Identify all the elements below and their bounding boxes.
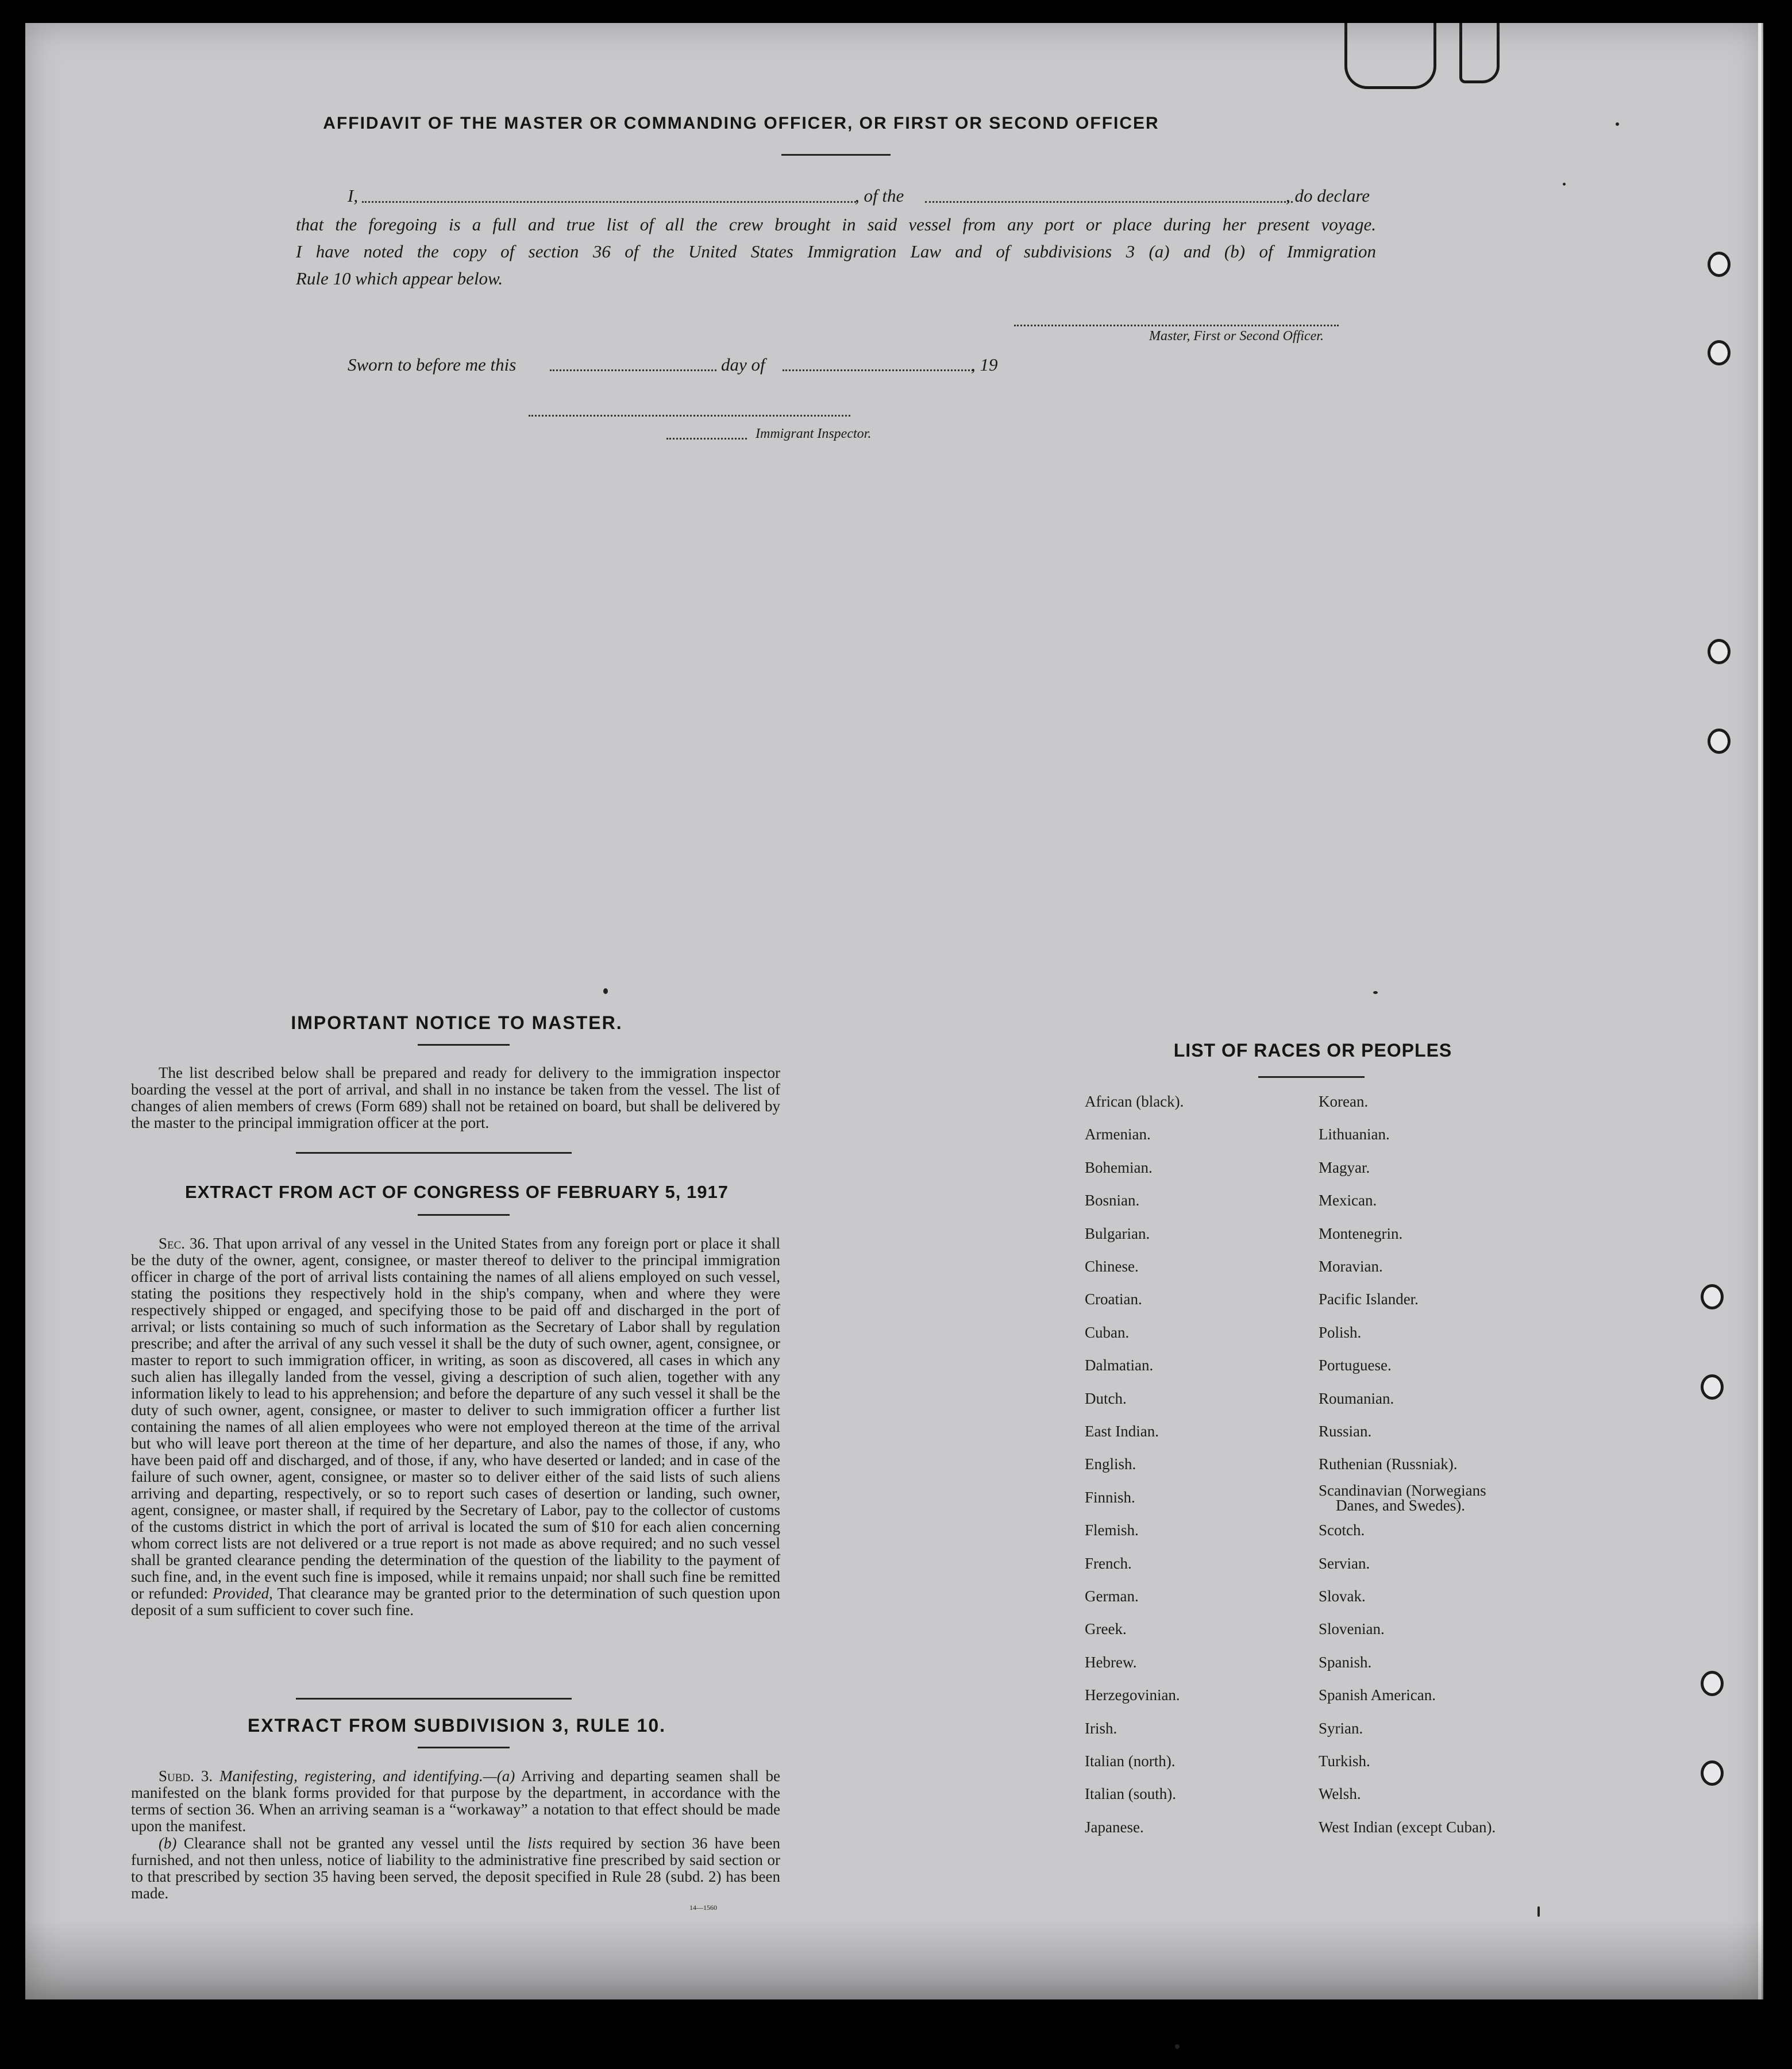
race-item-right: Russian. <box>1319 1423 1372 1440</box>
affidavit-line4: Rule 10 which appear below. <box>296 268 503 288</box>
race-item-right: Scandinavian (Norwegians <box>1319 1481 1486 1499</box>
race-item-left: Greek. <box>1085 1620 1127 1638</box>
race-item-left: Chinese. <box>1085 1258 1139 1275</box>
rule10-para-b-lists: lists <box>527 1835 553 1852</box>
binder-clip-icon <box>1344 23 1436 89</box>
rule10-para-b <box>131 1835 780 1902</box>
speck-mark <box>1175 2044 1180 2049</box>
race-item-right: West Indian (except Cuban). <box>1319 1818 1496 1836</box>
race-item-right: Montenegrin. <box>1319 1224 1403 1242</box>
affidavit-line1-declare: , do declare <box>1286 186 1370 206</box>
race-item-right: Lithuanian. <box>1319 1126 1390 1143</box>
speck-mark <box>1537 1906 1540 1917</box>
notice-heading-rule <box>418 1044 510 1046</box>
inspector-prefix-field[interactable] <box>666 438 747 440</box>
race-item-left: Bohemian. <box>1085 1158 1153 1176</box>
inspector-label: Immigrant Inspector. <box>756 426 872 441</box>
notice-divider <box>296 1152 572 1154</box>
race-item-right: Moravian. <box>1319 1258 1383 1275</box>
race-item-left: Flemish. <box>1085 1521 1139 1539</box>
affidavit-line3: I have noted the copy of section 36 of the United States Immigration Law and of subdivisions 3 (a) and (b) of Immigration <box>296 241 1376 261</box>
race-item-left: French. <box>1085 1554 1132 1572</box>
act-heading: EXTRACT FROM ACT OF CONGRESS OF FEBRUARY 5, 1917 <box>185 1182 729 1202</box>
master-signature-field[interactable] <box>1014 325 1339 326</box>
race-item-left: Herzegovinian. <box>1085 1686 1180 1704</box>
race-item-right: Turkish. <box>1319 1752 1370 1770</box>
act-provided: Provided, <box>213 1585 273 1602</box>
rule10-para-a <box>131 1768 780 1835</box>
sworn-year: , 19 <box>971 355 998 375</box>
race-item-left: Finnish. <box>1085 1488 1135 1506</box>
punch-hole-icon <box>1701 1374 1724 1400</box>
notice-heading: IMPORTANT NOTICE TO MASTER. <box>291 1012 623 1033</box>
affidavit-line1-of-the: , of the <box>855 186 904 206</box>
race-item-left: Cuban. <box>1085 1323 1130 1341</box>
rule10-heading-rule <box>418 1747 510 1748</box>
inspector-signature-field[interactable] <box>529 415 850 417</box>
race-item-left: Japanese. <box>1085 1818 1144 1836</box>
race-item-right: Portuguese. <box>1319 1357 1392 1374</box>
sheet-shadow <box>25 1919 1763 1999</box>
act-section-end: That clearance may be granted prior to the determination of such question upon deposit of a sum sufficient to cover such fine. <box>131 1585 781 1619</box>
speck-mark <box>603 988 608 994</box>
race-item-right: Servian. <box>1319 1554 1370 1572</box>
race-item-left: African (black). <box>1085 1093 1184 1110</box>
rule10-subd-title: Manifesting, registering, and identifying. <box>219 1767 483 1785</box>
rule10-para-b-rest: required by section 36 have been furnished, and not then unless, notice of liability to the administrative fine prescribed by said section or to that prescribed by section 35 having been served, the deposit specified in Rule 28 (subd. 2) has been made. <box>131 1835 781 1902</box>
race-item-left: Italian (south). <box>1085 1785 1176 1803</box>
sworn-day-of: day of <box>721 355 765 375</box>
speck-mark <box>1373 991 1378 994</box>
sworn-month-field[interactable] <box>783 369 973 371</box>
race-item-right: Spanish American. <box>1319 1686 1436 1704</box>
sworn-prefix: Sworn to before me this <box>348 355 517 375</box>
race-item-right: Pacific Islander. <box>1319 1290 1419 1308</box>
race-item-right: Slovenian. <box>1319 1620 1385 1638</box>
punch-hole-icon <box>1701 1671 1724 1696</box>
race-item-right: Welsh. <box>1319 1785 1361 1803</box>
act-body <box>131 1235 780 1619</box>
rule10-heading: EXTRACT FROM SUBDIVISION 3, RULE 10. <box>247 1715 666 1736</box>
punch-hole-icon <box>1701 1284 1724 1309</box>
race-item-right-continued: Danes, and Swedes). <box>1336 1496 1465 1514</box>
race-item-left: English. <box>1085 1455 1136 1473</box>
affidavit-heading: AFFIDAVIT OF THE MASTER OR COMMANDING OFFICER, OR FIRST OR SECOND OFFICER <box>323 114 1159 133</box>
affidavit-heading-rule <box>781 154 891 156</box>
act-divider <box>296 1698 572 1700</box>
races-heading: LIST OF RACES OR PEOPLES <box>1173 1040 1452 1061</box>
punch-hole-icon <box>1708 340 1731 365</box>
race-item-left: Irish. <box>1085 1719 1117 1737</box>
race-item-left: Italian (north). <box>1085 1752 1176 1770</box>
vessel-name-field[interactable] <box>925 201 1293 203</box>
race-item-left: Bulgarian. <box>1085 1224 1150 1242</box>
speck-mark <box>1563 183 1566 186</box>
race-item-right: Syrian. <box>1319 1719 1363 1737</box>
rule10-para-b-start: Clearance shall not be granted any vessel until the <box>183 1835 521 1852</box>
punch-hole-icon <box>1708 252 1731 277</box>
declarant-name-field[interactable] <box>362 201 856 203</box>
punch-hole-icon <box>1708 729 1731 754</box>
rule10-subd-label: Subd. 3. <box>159 1767 213 1785</box>
affidavit-line1-i: I, <box>348 186 359 206</box>
race-item-right: Magyar. <box>1319 1158 1370 1176</box>
rule10-para-a-marker: —(a) <box>483 1767 515 1785</box>
race-item-left: Dalmatian. <box>1085 1357 1154 1374</box>
speck-mark <box>1616 122 1619 126</box>
rule10-para-b-marker: (b) <box>159 1835 177 1852</box>
race-item-right: Polish. <box>1319 1323 1362 1341</box>
race-item-left: Dutch. <box>1085 1389 1127 1407</box>
sworn-day-field[interactable] <box>550 369 716 371</box>
race-item-right: Spanish. <box>1319 1653 1372 1671</box>
binder-clip-arm-icon <box>1459 23 1500 83</box>
races-heading-rule <box>1258 1076 1365 1078</box>
race-item-left: Hebrew. <box>1085 1653 1137 1671</box>
rule10-para-a-text: Arriving and departing seamen shall be manifested on the blank forms provided for that purpose by the department, in accordance with the terms of section 36. When an arriving seaman is a “workaway” a notation to that effect should be made upon the manifest. <box>131 1767 780 1835</box>
race-item-right: Roumanian. <box>1319 1389 1394 1407</box>
race-item-right: Scotch. <box>1319 1521 1365 1539</box>
race-item-right: Ruthenian (Russniak). <box>1319 1455 1458 1473</box>
notice-body: The list described below shall be prepared and ready for delivery to the immigration inspector boarding the vessel at the port of arrival, and shall in no instance be taken from the vessel. The list of changes of alien members of crews (Form 689) shall not be retained on board, but shall be delivered by the master to the principal immigration officer at the port. <box>131 1064 780 1131</box>
race-item-right: Korean. <box>1319 1093 1369 1110</box>
act-section-label: Sec. 36. <box>159 1235 209 1252</box>
sheet-edge <box>1758 23 1762 1999</box>
race-item-left: German. <box>1085 1588 1139 1605</box>
act-section-text: That upon arrival of any vessel in the United States from any foreign port or place it shall be the duty of the owner, agent, consignee, or master thereof to deliver to the principal immigration officer in charge of the port of arrival lists containing the names of all aliens employed on such vessel, stating the positions they respectively hold in the ship's company, when and where they were respectively shipped or engaged, and specifying those to be paid off and discharged in the port of arrival; or lists containing so much of such information as the Secretary of Labor shall by regulation prescribe; and after the arrival of any such vessel it shall be the duty of such owner, agent, consignee, or master to report to such immigration officer, in writing, as soon as discovered, all cases in which any such alien has illegally landed from the vessel, giving a description of such alien, together with any information likely to lead to his apprehension; and before the departure of any such vessel it shall be the duty of such owner, agent, consignee, or master to deliver to such immigration officer a further list containing the names of all alien employees who were not employed thereon at the time of the arrival but who will leave port thereon at the time of her departure, and also the names of those, if any, who have been paid off and discharged, and of those, if any, who have deserted or landed; and in case of the failure of such owner, agent, consignee, or master so to deliver either of the said lists of such aliens arriving and departing, respectively, or so to report such cases of desertion or landing, such owner, agent, consignee, or master shall, if required by the Secretary of Labor, pay to the collector of customs of the customs district in which the port of arrival is located the sum of $10 for each alien concerning whom correct lists are not delivered or a true report is not made as above required; and no such vessel shall be granted clearance pending the determination of the question of the liability to the payment of such fine, and, in the event such fine is imposed, while it remains unpaid; nor shall such fine be remitted or refunded: <box>131 1235 781 1602</box>
punch-hole-icon <box>1701 1760 1724 1786</box>
punch-hole-icon <box>1708 639 1731 664</box>
race-item-left: East Indian. <box>1085 1423 1159 1440</box>
master-signature-label: Master, First or Second Officer. <box>1149 329 1324 344</box>
act-heading-rule <box>418 1214 510 1216</box>
document-sheet <box>25 23 1763 1999</box>
race-item-left: Armenian. <box>1085 1126 1151 1143</box>
form-code: 14—1560 <box>689 1904 717 1912</box>
affidavit-line2: that the foregoing is a full and true list of all the crew brought in said vessel from any port or place during her present voyage. <box>296 214 1376 234</box>
race-item-left: Croatian. <box>1085 1290 1142 1308</box>
race-item-left: Bosnian. <box>1085 1192 1140 1209</box>
race-item-right: Slovak. <box>1319 1588 1366 1605</box>
race-item-right: Mexican. <box>1319 1192 1377 1209</box>
